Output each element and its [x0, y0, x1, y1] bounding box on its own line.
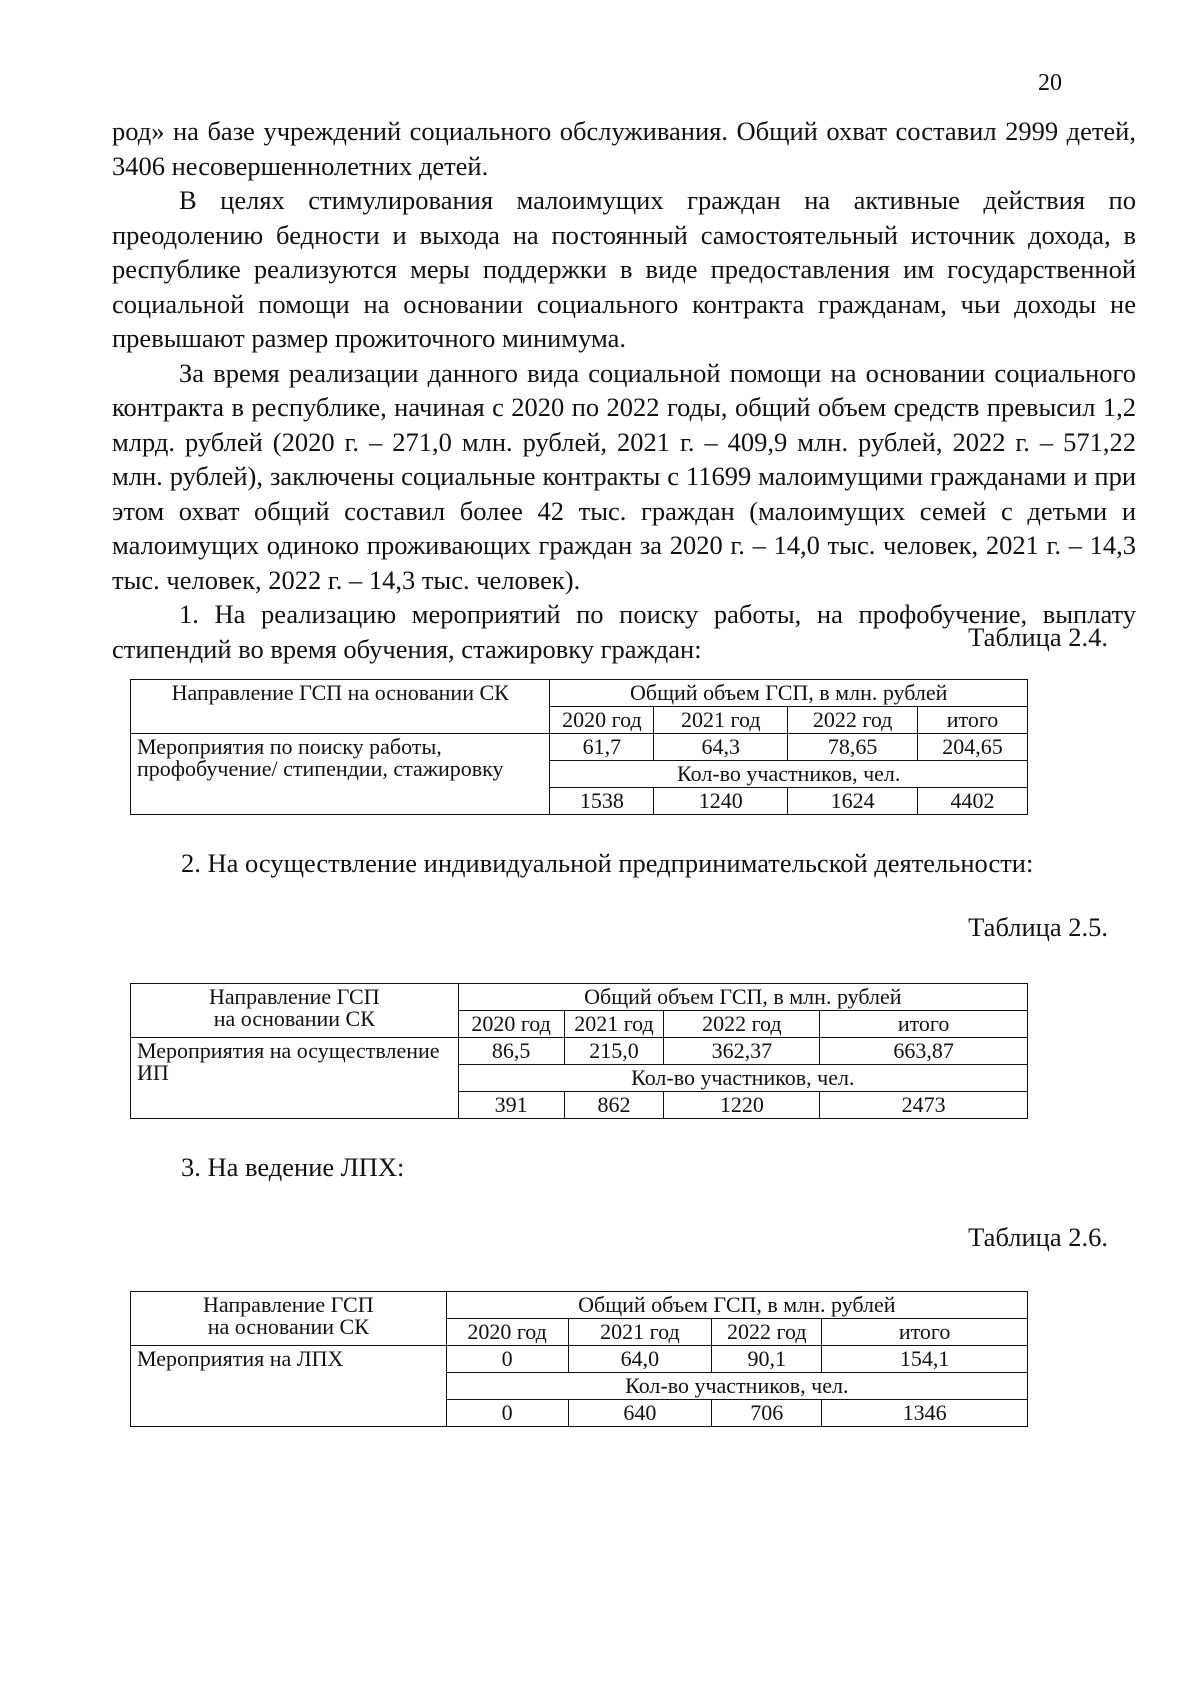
volume-cell: 362,37	[664, 1038, 820, 1065]
table-caption: Таблица 2.4.	[968, 622, 1108, 652]
year-header: 2021 год	[564, 1011, 664, 1038]
volume-cell: 64,3	[654, 734, 788, 761]
table-2-4	[130, 679, 1028, 815]
participants-cell: 862	[564, 1092, 664, 1119]
direction-header-line: Направление ГСП	[203, 1292, 374, 1317]
volume-cell: 61,7	[550, 734, 654, 761]
total-header: итого	[918, 707, 1028, 734]
section-heading: 3. На ведение ЛПХ:	[181, 1152, 405, 1182]
volume-total: 154,1	[822, 1346, 1028, 1373]
year-header: 2021 год	[654, 707, 788, 734]
paragraph: 1. На реализацию мероприятий по поиску работы, на профобучение, выплату стипендий во время обучения, стажировку граждан:	[112, 599, 1136, 664]
year-header: 2020 год	[458, 1011, 564, 1038]
year-header: 2022 год	[712, 1319, 822, 1346]
paragraph: род» на базе учреждений социального обслуживания. Общий охват составил 2999 детей, 3406 несовершеннолетних детей.	[112, 116, 1136, 181]
table-caption: Таблица 2.5.	[968, 912, 1108, 942]
volume-cell: 0	[446, 1346, 568, 1373]
volume-header: Общий объем ГСП, в млн. рублей	[550, 680, 1028, 707]
year-header: 2022 год	[788, 707, 918, 734]
participants-total: 1346	[822, 1400, 1028, 1427]
total-header: итого	[822, 1319, 1028, 1346]
year-header: 2020 год	[446, 1319, 568, 1346]
table-2-5	[130, 983, 1028, 1119]
direction-cell: Мероприятия на ЛПХ	[131, 1346, 447, 1427]
participants-cell: 1538	[550, 788, 654, 815]
participants-cell: 1624	[788, 788, 918, 815]
page-number: 20	[1038, 70, 1062, 96]
participants-total: 4402	[918, 788, 1028, 815]
direction-header-line: Направление ГСП	[209, 984, 380, 1009]
direction-header	[131, 984, 459, 1038]
volume-cell: 64,0	[568, 1346, 712, 1373]
volume-total: 663,87	[820, 1038, 1028, 1065]
participants-cell: 706	[712, 1400, 822, 1427]
volume-header: Общий объем ГСП, в млн. рублей	[458, 984, 1027, 1011]
direction-header-line: на основании СК	[207, 1314, 369, 1339]
year-header: 2020 год	[550, 707, 654, 734]
table-caption: Таблица 2.6.	[968, 1222, 1108, 1252]
direction-cell: Мероприятия по поиску работы, профобучение/ стипендии, стажировку	[131, 734, 550, 815]
volume-cell: 78,65	[788, 734, 918, 761]
participants-header: Кол-во участников, чел.	[550, 761, 1028, 788]
direction-header-line: на основании СК	[213, 1006, 375, 1031]
volume-cell: 90,1	[712, 1346, 822, 1373]
body-text	[112, 114, 1136, 666]
direction-cell: Мероприятия на осуществление ИП	[131, 1038, 459, 1119]
participants-cell: 0	[446, 1400, 568, 1427]
direction-header: Направление ГСП на основании СК	[131, 680, 550, 734]
participants-cell: 1240	[654, 788, 788, 815]
volume-cell: 215,0	[564, 1038, 664, 1065]
participants-header: Кол-во участников, чел.	[458, 1065, 1027, 1092]
year-header: 2021 год	[568, 1319, 712, 1346]
volume-total: 204,65	[918, 734, 1028, 761]
section-heading: 2. На осуществление индивидуальной предпринимательской деятельности:	[181, 848, 1034, 878]
direction-header	[131, 1292, 447, 1346]
total-header: итого	[820, 1011, 1028, 1038]
participants-cell: 640	[568, 1400, 712, 1427]
participants-header: Кол-во участников, чел.	[446, 1373, 1027, 1400]
volume-cell: 86,5	[458, 1038, 564, 1065]
paragraph: За время реализации данного вида социальной помощи на основании социального контракта в республике, начиная с 2020 по 2022 годы, общий объем средств превысил 1,2 млрд. рублей (2020 г. – 271,0 млн. рублей, 2021 г. – 409,9 млн. рублей, 2022 г. – 571,22 млн. рублей), заключены социальные контракты с 11699 малоимущими гражданами и при этом охват общий составил более 42 тыс. граждан (малоимущих семей с детьми и малоимущих одиноко проживающих граждан за 2020 г. – 14,0 тыс. человек, 2021 г. – 14,3 тыс. человек, 2022 г. – 14,3 тыс. человек).	[112, 357, 1136, 595]
year-header: 2022 год	[664, 1011, 820, 1038]
participants-cell: 391	[458, 1092, 564, 1119]
paragraph: В целях стимулирования малоимущих граждан на активные действия по преодолению бедности и выхода на постоянный самостоятельный источник дохода, в республике реализуются меры поддержки в виде предоставления им государственной социальной помощи на основании социального контракта гражданам, чьи доходы не превышают размер прожиточного минимума.	[112, 185, 1136, 353]
participants-cell: 1220	[664, 1092, 820, 1119]
participants-total: 2473	[820, 1092, 1028, 1119]
volume-header: Общий объем ГСП, в млн. рублей	[446, 1292, 1027, 1319]
table-2-6	[130, 1291, 1028, 1427]
